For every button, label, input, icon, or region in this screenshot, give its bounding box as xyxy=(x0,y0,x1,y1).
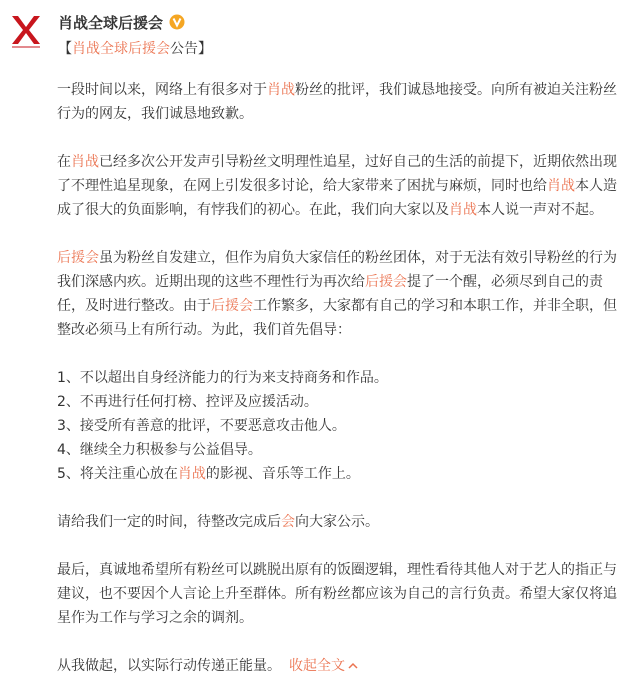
text-segment: 本人造成了很大的负面影响，有悖我们的初心。在此，我们向大家以及 xyxy=(57,178,617,218)
text-segment: 提了一个醒，必须尽到自己的责任，及时进行整改。由于 xyxy=(57,274,603,314)
paragraph-4 xyxy=(57,510,623,534)
keyword-link[interactable]: 肖战 xyxy=(547,178,575,194)
text-segment: 最后，真诚地希望所有粉丝可以跳脱出原有的饭圈逻辑，理性看待其他人对于艺人的指正与建议，也不要因个人言论上升至群体。所有粉丝都应该为自己的言行负责。希望大家仅将追星作为工作与学习之余的调剂。 xyxy=(57,562,617,626)
paragraph-5 xyxy=(57,558,623,630)
text-segment: 在 xyxy=(57,154,71,170)
collapse-button[interactable] xyxy=(289,658,358,674)
collapse-label: 收起全文 xyxy=(289,658,345,674)
text-segment: 3、接受所有善意的批评，不要恶意攻击他人。 xyxy=(57,418,346,434)
post-header xyxy=(6,6,212,57)
post-body xyxy=(57,78,623,678)
keyword-link[interactable]: 肖战 xyxy=(177,466,206,482)
text-segment: 4、继续全力积极参与公益倡导。 xyxy=(57,442,262,458)
text-segment: 工作繁多，大家都有自己的学习和本职工作，并非全职，但整改必须马上有所行动。为此，我们首先倡导： xyxy=(57,298,617,338)
announcement-title xyxy=(58,38,212,58)
paragraph-2 xyxy=(57,150,623,222)
list-item xyxy=(57,462,623,486)
bracket-open: 【 xyxy=(58,41,72,57)
text-segment: 粉丝的批评，我们诚恳地接受。向所有被迫关注粉丝行为的网友，我们诚恳地致歉。 xyxy=(57,82,617,122)
text-segment: 本人说一声对不起。 xyxy=(477,202,603,218)
header-text xyxy=(58,6,212,57)
list-item xyxy=(57,414,623,438)
text-segment: 向大家公示。 xyxy=(295,514,379,530)
keyword-link[interactable]: 后援会 xyxy=(211,298,253,314)
list-item xyxy=(57,390,623,414)
announcement-account-link[interactable]: 肖战全球后援会 xyxy=(72,41,170,57)
keyword-link[interactable]: 会 xyxy=(281,514,295,530)
text-segment: 5、将关注重心放在 xyxy=(57,466,178,482)
keyword-link[interactable]: 肖战 xyxy=(449,202,477,218)
keyword-link[interactable]: 肖战 xyxy=(267,82,295,98)
advocacy-list xyxy=(57,366,623,486)
text-segment: 虽为粉丝自发建立，但作为肩负大家信任的粉丝团体，对于无法有效引导粉丝的行为我们深感内疚。近期出现的这些不理性行为再次给 xyxy=(57,250,617,290)
text-segment: 的影视、音乐等工作上。 xyxy=(205,466,360,482)
text-segment: 一段时间以来，网络上有很多对于 xyxy=(57,82,267,98)
list-item xyxy=(57,366,623,390)
paragraph-3 xyxy=(57,246,623,342)
announcement-suffix: 公告】 xyxy=(170,41,212,57)
text-segment: 请给我们一定的时间，待整改完成后 xyxy=(57,514,281,530)
text-segment: 1、不以超出自身经济能力的行为来支持商务和作品。 xyxy=(57,370,388,386)
paragraph-1 xyxy=(57,78,623,126)
keyword-link[interactable]: 后援会 xyxy=(365,274,407,290)
account-avatar[interactable] xyxy=(6,10,46,50)
closing-text: 从我做起，以实际行动传递正能量。 xyxy=(57,658,281,674)
keyword-link[interactable]: 肖战 xyxy=(71,154,99,170)
keyword-link[interactable]: 后援会 xyxy=(57,250,99,266)
text-segment: 已经多次公开发声引导粉丝文明理性追星，过好自己的生活的前提下，近期依然出现了不理性追星现象，在网上引发很多讨论，给大家带来了困扰与麻烦，同时也给 xyxy=(57,154,617,194)
text-segment: 2、不再进行任何打榜、控评及应援活动。 xyxy=(57,394,318,410)
chevron-up-icon xyxy=(348,654,358,678)
list-item xyxy=(57,438,623,462)
xz-logo-icon xyxy=(8,10,44,50)
account-name[interactable]: 肖战全球后援会 xyxy=(58,13,164,32)
verified-badge-icon xyxy=(169,14,185,30)
footer-line xyxy=(57,654,623,678)
name-row xyxy=(58,10,212,34)
